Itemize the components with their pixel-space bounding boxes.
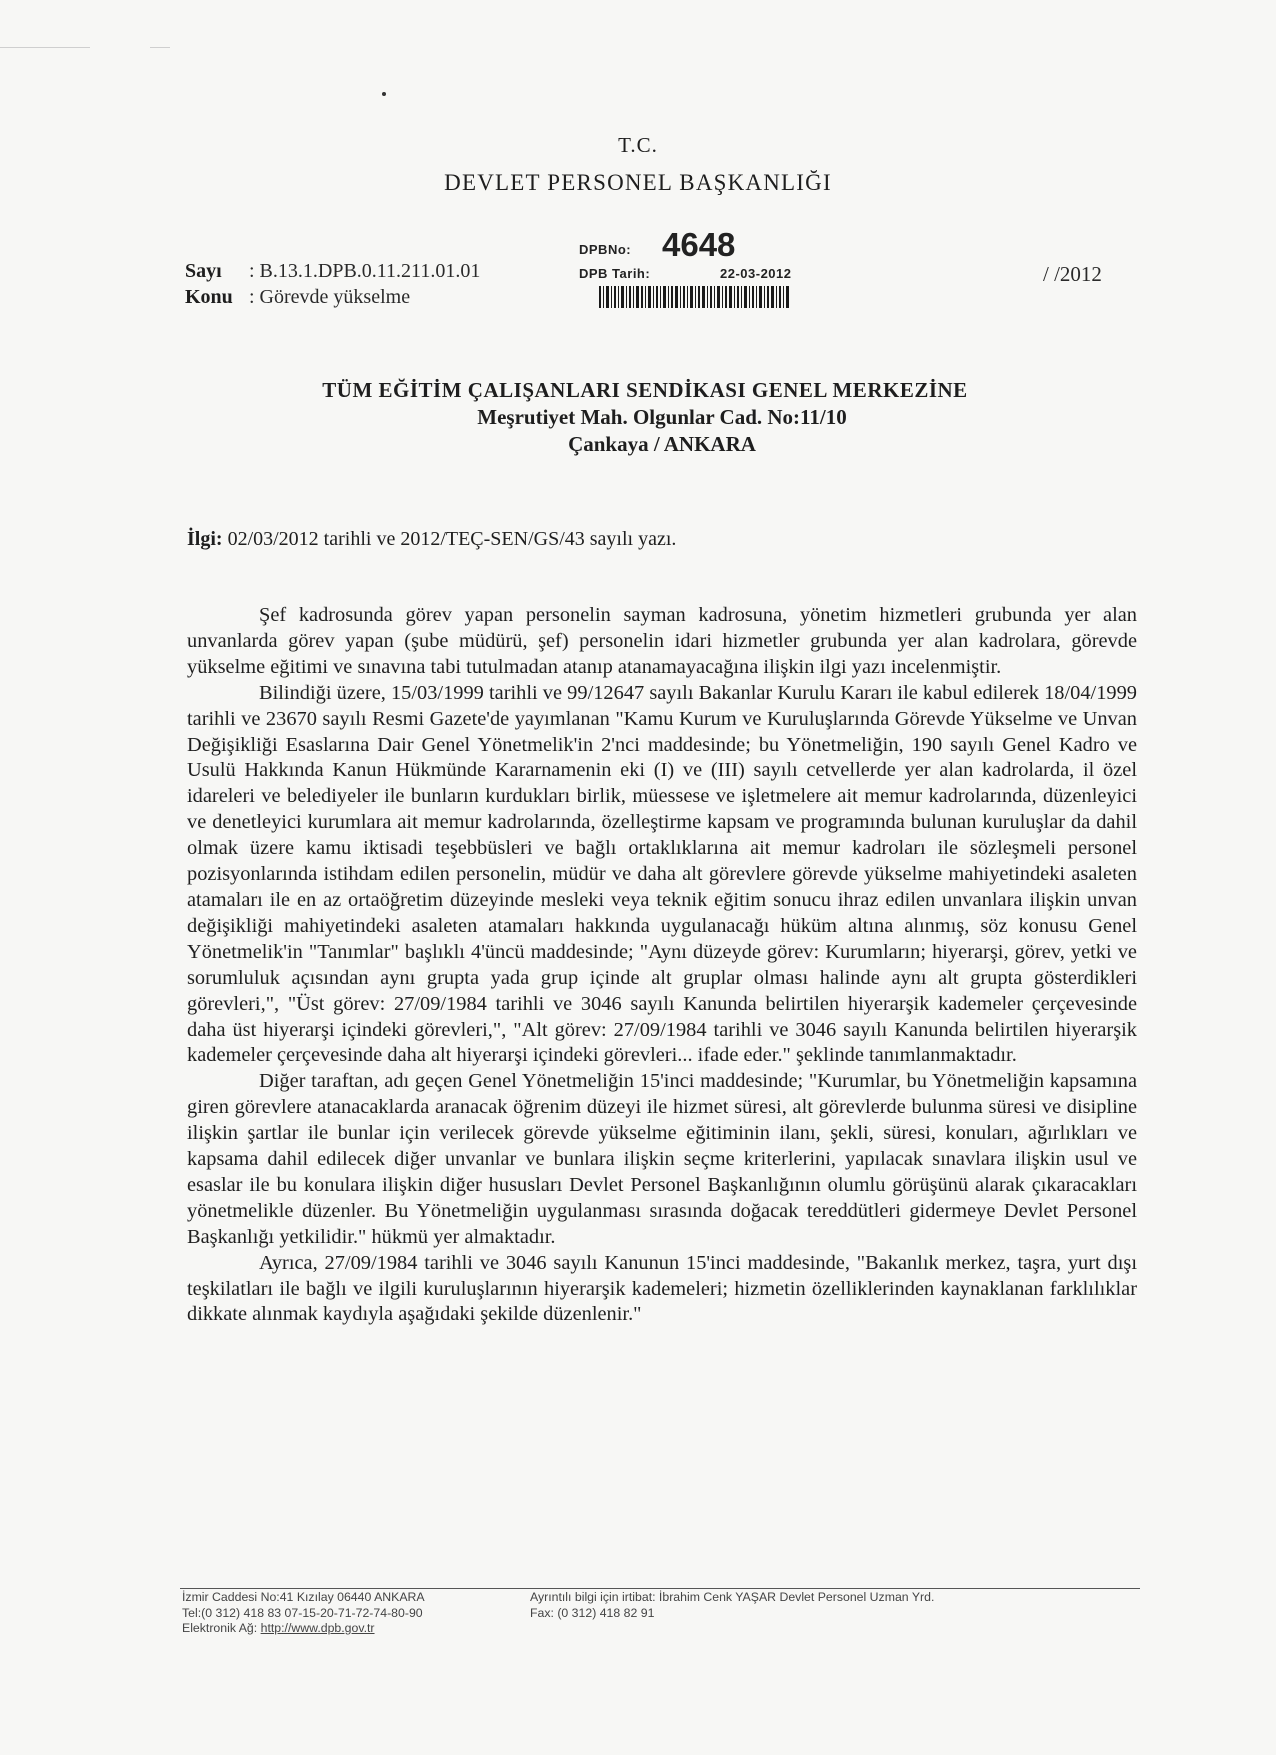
stamp-date-label: DPB Tarih:: [579, 266, 651, 281]
footer-web-label: Elektronik Ağ:: [182, 1621, 261, 1635]
ilgi-text: 02/03/2012 tarihli ve 2012/TEÇ-SEN/GS/43 sayılı yazı.: [222, 528, 677, 550]
footer-address: İzmir Caddesi No:41 Kızılay 06440 ANKARA: [182, 1590, 425, 1604]
website-link[interactable]: http://www.dpb.gov.tr: [260, 1621, 375, 1635]
recipient-name: TÜM EĞİTİM ÇALIŞANLARI SENDİKASI GENEL MERKEZİNE: [322, 378, 968, 402]
footer-web: [182, 1621, 425, 1637]
header-institution: DEVLET PERSONEL BAŞKANLIĞI: [444, 170, 832, 195]
konu-value: : Görevde yükselme: [249, 286, 411, 308]
sayi-label: Sayı: [185, 260, 222, 282]
scan-dot: [382, 92, 386, 96]
sayi-row: [185, 260, 480, 283]
body-paragraph: Bilindiği üzere, 15/03/1999 tarihli ve 99/12647 sayılı Bakanlar Kurulu Kararı ile kabul edilerek 18/04/1999 tarihli ve 23670 sayılı Resmi Gazete'de yayımlanan "Kamu Kurum ve Kuruluşlarında Görevde Yükselme ve Unvan Değişikliği Esaslarına Dair Genel Yönetmelik'in 2'nci maddesinde; bu Yönetmeliğin, 190 sayılı Genel Kadro ve Usulü Hakkında Kanun Hükmünde Kararnamenin eki (I) ve (III) sayılı cetvellerde yer alan kadrolarda, il özel idareleri ve belediyeler ile bunların kurdukları birlik, müessese ve işletmelere ait memur kadrolarında, düzenleyici ve denetleyici kurumlara ait memur kadrolarında, özelleştirme kapsam ve programında bulunan kuruluşlar da dahil olmak üzere kamu iktisadi teşebbüsleri ve bağlı ortaklıklarına ait memur kadroları ile sözleşmeli personel pozisyonlarında istihdam edilen personelin, müdür ve daha alt görevlere görevde yükselme mahiyetindeki asaleten atamaları ile en az ortaöğretim düzeyinde mesleki veya teknik eğitim sonucu ihraz edilen unvanlara ilişkin unvan değişikliği mahiyetindeki asaleten atamaları hakkında uygulanacağı hüküm altına alınmış, söz konusu Genel Yönetmelik'in "Tanımlar" başlıklı 4'üncü maddesinde; "Aynı düzeyde görev: Kurumların; hiyerarşi, görev, yetki ve sorumluluk açısından aynı grupta yada grup içinde alt gruplar olması halinde aynı alt grupta gösterdikleri görevleri,", "Üst görev: 27/09/1984 tarihli ve 3046 sayılı Kanunda belirtilen hiyerarşik kademeler çerçevesinde daha üst hiyerarşi içindeki görevleri,", "Alt görev: 27/09/1984 tarihli ve 3046 sayılı Kanunda belirtilen hiyerarşik kademeler çerçevesinde daha alt hiyerarşi içindeki görevleri... ifade eder." şeklinde tanımlanmaktadır.: [187, 681, 1137, 1067]
stamp-date-value: 22-03-2012: [720, 266, 792, 281]
header-tc: T.C.: [618, 133, 658, 157]
footer-contact-person: Ayrıntılı bilgi için irtibat: İbrahim Cenk YAŞAR Devlet Personel Uzman Yrd.: [530, 1590, 935, 1604]
body-paragraph: Diğer taraftan, adı geçen Genel Yönetmeliğin 15'inci maddesinde; "Kurumlar, bu Yönetmeliğin kapsamına giren görevlere atanacaklarda aranacak öğrenim düzeyi ile hizmet süresi, alt görevlerde bulunma süresi ve disipline ilişkin şartlar ile bunlar için verilecek görevde yükselme eğitiminin ilanı, şekli, süresi, konuları, ağırlıkları ve kapsama dahil edilecek diğer unvanlar ve bunlara ilişkin seçme kriterlerini, yapılacak sınavlara ilişkin usul ve esaslar ile bu konulara ilişkin diğer hususları Devlet Personel Başkanlığının olumlu görüşünü alarak çıkaracakları yönetmelikle düzenler. Bu Yönetmeliğin uygulanması sırasında doğacak tereddütleri gidermeye Devlet Personel Başkanlığı yetkilidir." hükmü yer almaktadır.: [187, 1070, 1137, 1248]
konu-label: Konu: [185, 286, 233, 308]
body-paragraph: Şef kadrosunda görev yapan personelin sayman kadrosuna, yönetim hizmetleri grubunda yer alan unvanlarda görev yapan (şube müdürü, şef) personelin idari hizmetler grubunda yer alan kadrolara, görevde yükselme eğitimi ve sınavına tabi tutulmadan atanıp atanamayacağına ilişkin ilgi yazı incelenmiştir.: [187, 604, 1137, 678]
document-date: / /2012: [1043, 262, 1102, 286]
footer-divider: [180, 1588, 1140, 1589]
stamp-no-label: DPBNo:: [579, 242, 632, 257]
footer-phone: Tel:(0 312) 418 83 07-15-20-71-72-74-80-90: [182, 1605, 423, 1620]
sayi-value: : B.13.1.DPB.0.11.211.01.01: [249, 260, 481, 282]
footer-contact: [182, 1590, 425, 1637]
stamp-no-value: 4648: [662, 226, 736, 263]
footer-fax: Fax: (0 312) 418 82 91: [530, 1605, 655, 1620]
recipient-city: Çankaya / ANKARA: [568, 432, 756, 456]
scan-artifact: [150, 47, 170, 48]
konu-row: [185, 286, 410, 309]
barcode-image: [599, 286, 789, 308]
body-paragraph: Ayrıca, 27/09/1984 tarihli ve 3046 sayılı Kanunun 15'inci maddesinde, "Bakanlık merkez, taşra, yurt dışı teşkilatları ile bağlı ve ilgili kuruluşlarının hiyerarşik kademeleri; hizmetin özelliklerinden kaynaklanan farklılıklar dikkate alınmak kaydıyla aşağıdaki şekilde düzenlenir.": [187, 1251, 1137, 1326]
ilgi-line: [187, 528, 676, 551]
footer-info: [530, 1590, 934, 1621]
scan-artifact: [0, 47, 90, 48]
letter-body: [187, 603, 1137, 1328]
recipient-address: Meşrutiyet Mah. Olgunlar Cad. No:11/10: [477, 405, 847, 429]
ilgi-label: İlgi:: [187, 528, 223, 550]
